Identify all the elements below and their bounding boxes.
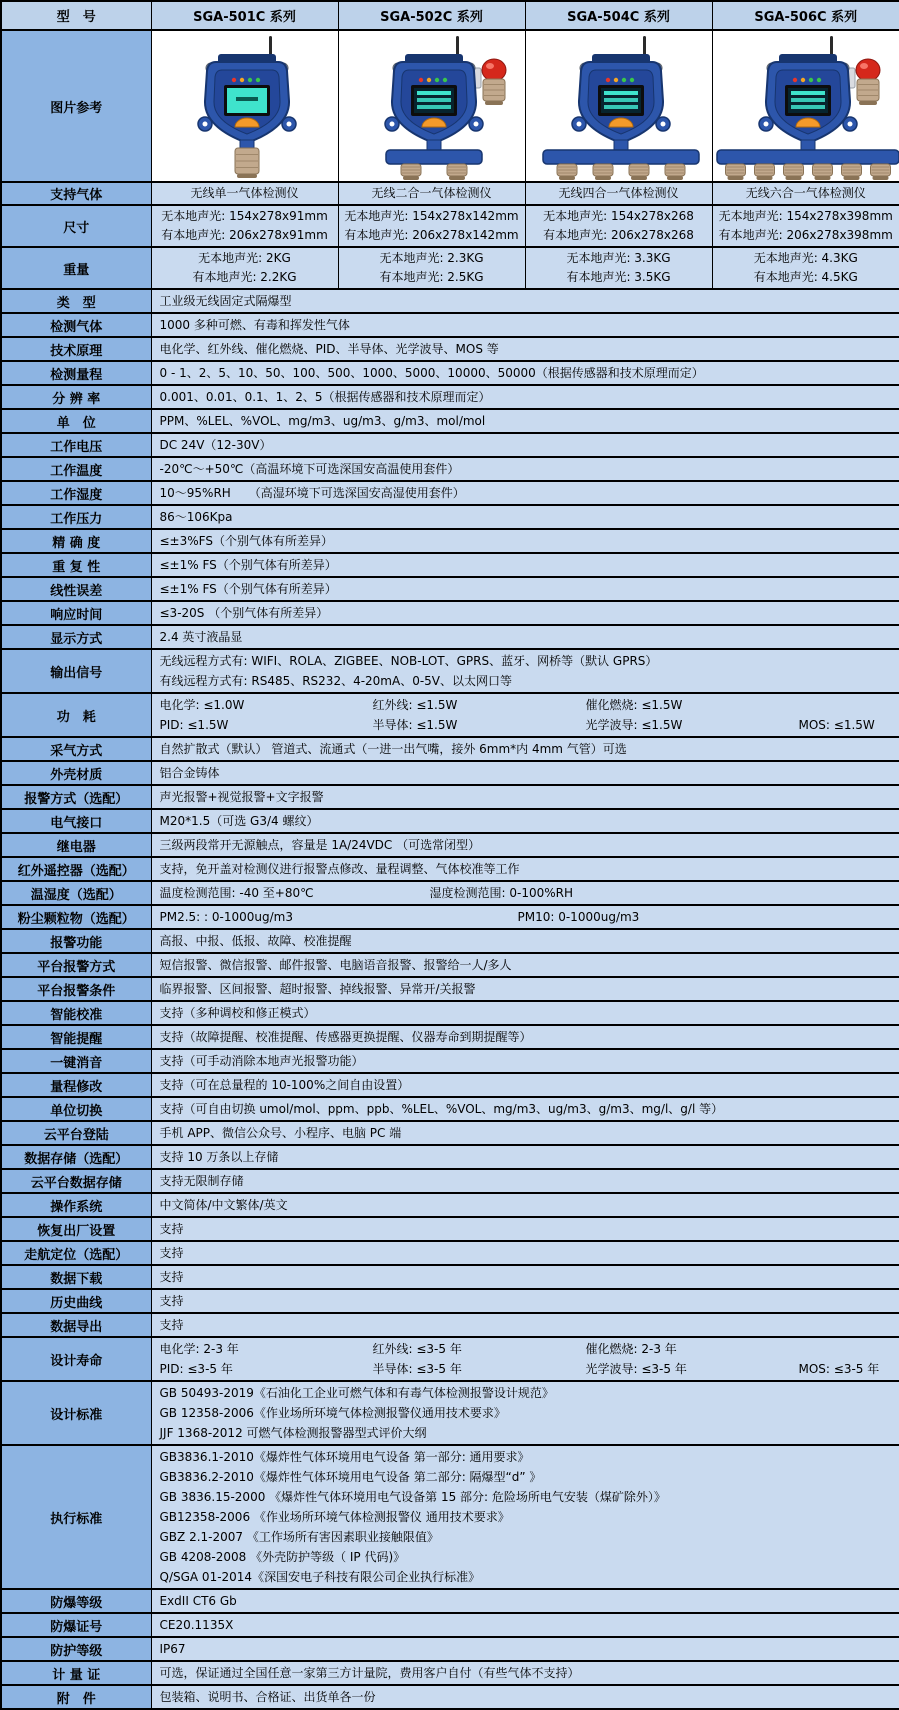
model-name-0: SGA-501C 系列 — [151, 1, 338, 30]
table-row — [1, 1145, 899, 1169]
image-row — [1, 30, 899, 182]
row-label: 附 件 — [1, 1685, 151, 1709]
model-name-3: SGA-506C 系列 — [712, 1, 899, 30]
spec-value-cell — [151, 481, 899, 505]
spec-line: 三级两段常开无源触点，容量是 1A/24VDC （可选常闭型） — [160, 835, 892, 855]
spec-line: 无本地声光: 154x278x268 — [528, 207, 710, 226]
spec-value-cell — [151, 1661, 899, 1685]
table-row — [1, 809, 899, 833]
spec-value-cell — [151, 385, 899, 409]
table-row — [1, 433, 899, 457]
row-label: 智能校准 — [1, 1001, 151, 1025]
spec-line: GB 4208-2008 《外壳防护等级（ IP 代码)》 — [160, 1547, 892, 1567]
spec-line: 无本地声光: 154x278x142mm — [341, 207, 523, 226]
row-label: 工作电压 — [1, 433, 151, 457]
spec-line: 有本地声光: 2.5KG — [341, 268, 523, 287]
row-label: 重量 — [1, 247, 151, 289]
row-label: 平台报警方式 — [1, 953, 151, 977]
spec-line: 无本地声光: 154x278x398mm — [715, 207, 898, 226]
spec-value-cell — [151, 737, 899, 761]
spec-value-cell — [151, 1685, 899, 1709]
spec-line: 有本地声光: 206x278x398mm — [715, 226, 898, 245]
spec-segment: MOS: ≤3-5 年 — [799, 1359, 880, 1379]
spec-line: GB 12358-2006《作业场所环境气体检测报警仪通用技术要求》 — [160, 1403, 892, 1423]
spec-line: ≤±1% FS（个别气体有所差异） — [160, 579, 892, 599]
spec-value-cell — [151, 1445, 899, 1589]
row-label: 显示方式 — [1, 625, 151, 649]
table-row — [1, 905, 899, 929]
row-label: 平台报警条件 — [1, 977, 151, 1001]
spec-line — [160, 1359, 892, 1379]
spec-value-cell — [151, 361, 899, 385]
table-row — [1, 1025, 899, 1049]
table-row — [1, 337, 899, 361]
spec-value-cell — [151, 833, 899, 857]
spec-value-cell — [151, 1613, 899, 1637]
table-row — [1, 1313, 899, 1337]
row-label: 精 确 度 — [1, 529, 151, 553]
spec-value-cell — [151, 313, 899, 337]
spec-value-cell — [151, 761, 899, 785]
row-label: 功 耗 — [1, 693, 151, 737]
table-row — [1, 1241, 899, 1265]
spec-value-cell — [151, 1049, 899, 1073]
spec-value-cell — [151, 1217, 899, 1241]
table-row — [1, 313, 899, 337]
spec-line: GBZ 2.1-2007 《工作场所有害因素职业接触限值》 — [160, 1527, 892, 1547]
spec-line: 无线四合一气体检测仪 — [528, 184, 710, 203]
table-row — [1, 785, 899, 809]
table-row — [1, 182, 899, 205]
spec-line: CE20.1135X — [160, 1615, 892, 1635]
spec-value-cell — [151, 529, 899, 553]
model-header-row — [1, 1, 899, 30]
row-label: 设计标准 — [1, 1381, 151, 1445]
spec-segment: PM10: 0-1000ug/m3 — [518, 907, 640, 927]
device-image-cell — [151, 30, 338, 182]
row-label: 防爆证号 — [1, 1613, 151, 1637]
table-row — [1, 1613, 899, 1637]
table-row — [1, 833, 899, 857]
table-row — [1, 953, 899, 977]
table-row — [1, 1289, 899, 1313]
spec-segment: 催化燃烧: ≤1.5W — [586, 695, 683, 715]
spec-segment: 半导体: ≤3-5 年 — [373, 1359, 586, 1379]
device-image-cell — [712, 30, 899, 182]
table-row — [1, 529, 899, 553]
spec-segment: PID: ≤3-5 年 — [160, 1359, 373, 1379]
spec-line: GB 3836.15-2000 《爆炸性气体环境用电气设备第 15 部分: 危险场所电气安装（煤矿除外）》 — [160, 1487, 892, 1507]
row-label: 温湿度（选配） — [1, 881, 151, 905]
spec-line: GB3836.1-2010《爆炸性气体环境用电气设备 第一部分: 通用要求》 — [160, 1447, 892, 1467]
spec-line: 短信报警、微信报警、邮件报警、电脑语音报警、报警给一人/多人 — [160, 955, 892, 975]
spec-segment: 电化学: ≤1.0W — [160, 695, 373, 715]
spec-line: 电化学、红外线、催化燃烧、PID、半导体、光学波导、MOS 等 — [160, 339, 892, 359]
spec-line: 10～95%RH （高湿环境下可选深国安高湿使用套件） — [160, 483, 892, 503]
spec-line: 无线远程方式有: WIFI、ROLA、ZIGBEE、NOB-LOT、GPRS、蓝牙、网桥等（默认 GPRS） — [160, 651, 892, 671]
spec-value-cell — [151, 1289, 899, 1313]
table-row — [1, 205, 899, 247]
table-row — [1, 481, 899, 505]
spec-segment: 半导体: ≤1.5W — [373, 715, 586, 735]
spec-line: IP67 — [160, 1639, 892, 1659]
table-row — [1, 881, 899, 905]
spec-line: 声光报警+视觉报警+文字报警 — [160, 787, 892, 807]
spec-segment: 催化燃烧: 2-3 年 — [586, 1339, 677, 1359]
spec-line: 无本地声光: 2.3KG — [341, 249, 523, 268]
row-label: 数据下载 — [1, 1265, 151, 1289]
table-row — [1, 649, 899, 693]
model-spec-cell — [712, 205, 899, 247]
spec-line: 86～106Kpa — [160, 507, 892, 527]
table-row — [1, 693, 899, 737]
spec-line: 0.001、0.01、0.1、1、2、5（根据传感器和技术原理而定） — [160, 387, 892, 407]
spec-value-cell — [151, 929, 899, 953]
table-row — [1, 289, 899, 313]
table-row — [1, 1589, 899, 1613]
spec-line: Q/SGA 01-2014《深国安电子科技有限公司企业执行标准》 — [160, 1567, 892, 1587]
spec-value-cell — [151, 857, 899, 881]
spec-line: 支持 — [160, 1243, 892, 1263]
table-row — [1, 1217, 899, 1241]
row-label: 类 型 — [1, 289, 151, 313]
spec-line: 支持 — [160, 1219, 892, 1239]
spec-line: 2.4 英寸液晶显 — [160, 627, 892, 647]
row-label: 智能提醒 — [1, 1025, 151, 1049]
row-label: 重 复 性 — [1, 553, 151, 577]
table-row — [1, 1121, 899, 1145]
table-row — [1, 857, 899, 881]
spec-segment: 电化学: 2-3 年 — [160, 1339, 373, 1359]
spec-line: M20*1.5（可选 G3/4 螺纹） — [160, 811, 892, 831]
spec-value-cell — [151, 1589, 899, 1613]
spec-value-cell — [151, 1121, 899, 1145]
spec-line: 有本地声光: 206x278x91mm — [154, 226, 336, 245]
table-row — [1, 601, 899, 625]
row-label: 一键消音 — [1, 1049, 151, 1073]
spec-value-cell — [151, 1145, 899, 1169]
spec-line: 有线远程方式有: RS485、RS232、4-20mA、0-5V、以太网口等 — [160, 671, 892, 691]
table-row — [1, 1381, 899, 1445]
spec-segment: 光学波导: ≤1.5W — [586, 715, 799, 735]
spec-value-cell — [151, 553, 899, 577]
spec-line — [160, 695, 892, 715]
table-row — [1, 929, 899, 953]
row-label: 输出信号 — [1, 649, 151, 693]
model-spec-cell — [338, 205, 525, 247]
spec-line: 高报、中报、低报、故障、校准提醒 — [160, 931, 892, 951]
spec-value-cell — [151, 409, 899, 433]
spec-line: 有本地声光: 206x278x268 — [528, 226, 710, 245]
model-spec-cell — [151, 205, 338, 247]
sga-504c-device — [526, 32, 713, 180]
model-name-1: SGA-502C 系列 — [338, 1, 525, 30]
row-label: 工作压力 — [1, 505, 151, 529]
spec-segment: 红外线: ≤3-5 年 — [373, 1339, 586, 1359]
model-spec-cell — [525, 247, 712, 289]
spec-line: 可选，保证通过全国任意一家第三方计量院，费用客户自付（有些气体不支持） — [160, 1663, 892, 1683]
table-row — [1, 361, 899, 385]
spec-line: 支持（故障提醒、校准提醒、传感器更换提醒、仪器寿命到期提醒等） — [160, 1027, 892, 1047]
device-image-cell — [525, 30, 712, 182]
spec-value-cell — [151, 577, 899, 601]
row-label: 红外遥控器（选配） — [1, 857, 151, 881]
spec-segment: PM2.5: : 0-1000ug/m3 — [160, 907, 518, 927]
spec-value-cell — [151, 1001, 899, 1025]
spec-line: GB12358-2006 《作业场所环境气体检测报警仪 通用技术要求》 — [160, 1507, 892, 1527]
spec-line — [160, 715, 892, 735]
spec-line — [160, 883, 892, 903]
spec-line: 工业级无线固定式隔爆型 — [160, 291, 892, 311]
table-row — [1, 1265, 899, 1289]
table-row — [1, 457, 899, 481]
spec-line: 有本地声光: 2.2KG — [154, 268, 336, 287]
spec-value-cell — [151, 337, 899, 361]
sga-501c-device — [152, 32, 339, 180]
spec-value-cell — [151, 505, 899, 529]
spec-line: 支持 — [160, 1315, 892, 1335]
spec-segment: MOS: ≤1.5W — [799, 715, 875, 735]
spec-line: 支持（多种调校和修正模式） — [160, 1003, 892, 1023]
model-spec-cell — [338, 182, 525, 205]
spec-line: 支持 — [160, 1267, 892, 1287]
row-label: 外壳材质 — [1, 761, 151, 785]
sga-506c-device — [713, 32, 899, 180]
spec-line: JJF 1368-2012 可燃气体检测报警器型式评价大纲 — [160, 1423, 892, 1443]
row-label: 走航定位（选配） — [1, 1241, 151, 1265]
table-row — [1, 625, 899, 649]
spec-value-cell — [151, 457, 899, 481]
table-row — [1, 1337, 899, 1381]
spec-line: 支持，免开盖对检测仪进行报警点修改、量程调整、气体校准等工作 — [160, 859, 892, 879]
spec-line: 无本地声光: 154x278x91mm — [154, 207, 336, 226]
spec-line: 有本地声光: 206x278x142mm — [341, 226, 523, 245]
spec-value-cell — [151, 1313, 899, 1337]
row-label: 云平台登陆 — [1, 1121, 151, 1145]
spec-value-cell — [151, 1265, 899, 1289]
spec-segment: PID: ≤1.5W — [160, 715, 373, 735]
spec-value-cell — [151, 1381, 899, 1445]
spec-line: 无本地声光: 4.3KG — [715, 249, 898, 268]
spec-value-cell — [151, 693, 899, 737]
row-label: 单 位 — [1, 409, 151, 433]
spec-line: 无线六合一气体检测仪 — [715, 184, 898, 203]
spec-value-cell — [151, 809, 899, 833]
row-label: 计 量 证 — [1, 1661, 151, 1685]
spec-line: 中文简体/中文繁体/英文 — [160, 1195, 892, 1215]
table-row — [1, 1637, 899, 1661]
row-label: 尺寸 — [1, 205, 151, 247]
spec-line: 无本地声光: 2KG — [154, 249, 336, 268]
table-row — [1, 505, 899, 529]
spec-line: -20℃～+50℃（高温环境下可选深国安高温使用套件） — [160, 459, 892, 479]
row-label: 单位切换 — [1, 1097, 151, 1121]
table-row — [1, 247, 899, 289]
spec-value-cell — [151, 601, 899, 625]
table-row — [1, 577, 899, 601]
row-label: 云平台数据存储 — [1, 1169, 151, 1193]
row-label: 分 辨 率 — [1, 385, 151, 409]
spec-line: 自然扩散式（默认） 管道式、流通式（一进一出气嘴，接外 6mm*内 4mm 气管）可选 — [160, 739, 892, 759]
spec-line: ≤±1% FS（个别气体有所差异） — [160, 555, 892, 575]
table-row — [1, 1169, 899, 1193]
spec-value-cell — [151, 1073, 899, 1097]
row-label: 技术原理 — [1, 337, 151, 361]
spec-segment: 温度检测范围: -40 至+80℃ — [160, 883, 430, 903]
table-row — [1, 737, 899, 761]
spec-value-cell — [151, 625, 899, 649]
spec-value-cell — [151, 1193, 899, 1217]
row-label: 历史曲线 — [1, 1289, 151, 1313]
row-label: 防护等级 — [1, 1637, 151, 1661]
row-label: 工作温度 — [1, 457, 151, 481]
table-row — [1, 409, 899, 433]
row-label: 设计寿命 — [1, 1337, 151, 1381]
spec-line: 支持 — [160, 1291, 892, 1311]
row-label: 数据存储（选配） — [1, 1145, 151, 1169]
spec-line: 支持（可手动消除本地声光报警功能） — [160, 1051, 892, 1071]
row-label: 量程修改 — [1, 1073, 151, 1097]
spec-line: 支持（可在总量程的 10-100%之间自由设置） — [160, 1075, 892, 1095]
spec-value-cell — [151, 977, 899, 1001]
spec-segment: 光学波导: ≤3-5 年 — [586, 1359, 799, 1379]
spec-line: ≤3-20S （个别气体有所差异） — [160, 603, 892, 623]
spec-value-cell — [151, 905, 899, 929]
spec-line: DC 24V（12-30V） — [160, 435, 892, 455]
model-name-2: SGA-504C 系列 — [525, 1, 712, 30]
spec-line: 0 - 1、2、5、10、50、100、500、1000、5000、10000、50000（根据传感器和技术原理而定） — [160, 363, 892, 383]
model-spec-cell — [151, 247, 338, 289]
row-label: 粉尘颗粒物（选配） — [1, 905, 151, 929]
table-row — [1, 1445, 899, 1589]
spec-line — [160, 1339, 892, 1359]
spec-line: 无线单一气体检测仪 — [154, 184, 336, 203]
spec-value-cell — [151, 1025, 899, 1049]
spec-segment: 红外线: ≤1.5W — [373, 695, 586, 715]
model-header-label: 型 号 — [1, 1, 151, 30]
table-row — [1, 1193, 899, 1217]
row-label: 报警方式（选配） — [1, 785, 151, 809]
row-label: 继电器 — [1, 833, 151, 857]
spec-value-cell — [151, 649, 899, 693]
spec-line: 有本地声光: 3.5KG — [528, 268, 710, 287]
spec-value-cell — [151, 1637, 899, 1661]
table-row — [1, 1001, 899, 1025]
table-row — [1, 1685, 899, 1709]
table-row — [1, 553, 899, 577]
spec-value-cell — [151, 785, 899, 809]
table-row — [1, 1661, 899, 1685]
spec-line — [160, 907, 892, 927]
spec-line: 铝合金铸体 — [160, 763, 892, 783]
spec-line: 支持（可自由切换 umol/mol、ppm、ppb、%LEL、%VOL、mg/m3、ug/m3、g/m3、mg/l、g/l 等） — [160, 1099, 892, 1119]
spec-line: 包装箱、说明书、合格证、出货单各一份 — [160, 1687, 892, 1707]
spec-segment: 湿度检测范围: 0-100%RH — [430, 883, 574, 903]
row-label: 检测量程 — [1, 361, 151, 385]
spec-line: PPM、%LEL、%VOL、mg/m3、ug/m3、g/m3、mol/mol — [160, 411, 892, 431]
table-row — [1, 385, 899, 409]
spec-value-cell — [151, 289, 899, 313]
model-spec-cell — [338, 247, 525, 289]
spec-line: 无本地声光: 3.3KG — [528, 249, 710, 268]
table-row — [1, 1073, 899, 1097]
table-row — [1, 761, 899, 785]
model-spec-cell — [525, 182, 712, 205]
row-label: 工作湿度 — [1, 481, 151, 505]
spec-value-cell — [151, 953, 899, 977]
table-row — [1, 1097, 899, 1121]
row-label: 响应时间 — [1, 601, 151, 625]
spec-line: 有本地声光: 4.5KG — [715, 268, 898, 287]
row-label: 检测气体 — [1, 313, 151, 337]
row-label: 防爆等级 — [1, 1589, 151, 1613]
row-label: 采气方式 — [1, 737, 151, 761]
spec-line: 1000 多种可燃、有毒和挥发性气体 — [160, 315, 892, 335]
row-label: 操作系统 — [1, 1193, 151, 1217]
row-label: 数据导出 — [1, 1313, 151, 1337]
spec-value-cell — [151, 1097, 899, 1121]
spec-value-cell — [151, 1169, 899, 1193]
model-spec-cell — [712, 247, 899, 289]
model-spec-cell — [151, 182, 338, 205]
spec-value-cell — [151, 1241, 899, 1265]
spec-line: ExdII CT6 Gb — [160, 1591, 892, 1611]
spec-value-cell — [151, 1337, 899, 1381]
image-row-label: 图片参考 — [1, 30, 151, 182]
spec-line: 临界报警、区间报警、超时报警、掉线报警、异常开/关报警 — [160, 979, 892, 999]
row-label: 支持气体 — [1, 182, 151, 205]
spec-line: ≤±3%FS（个别气体有所差异） — [160, 531, 892, 551]
row-label: 恢复出厂设置 — [1, 1217, 151, 1241]
spec-value-cell — [151, 881, 899, 905]
spec-line: GB 50493-2019《石油化工企业可燃气体和有毒气体检测报警设计规范》 — [160, 1383, 892, 1403]
spec-line: 手机 APP、微信公众号、小程序、电脑 PC 端 — [160, 1123, 892, 1143]
row-label: 电气接口 — [1, 809, 151, 833]
row-label: 执行标准 — [1, 1445, 151, 1589]
spec-line: 支持无限制存储 — [160, 1171, 892, 1191]
model-spec-cell — [712, 182, 899, 205]
table-row — [1, 977, 899, 1001]
spec-value-cell — [151, 433, 899, 457]
model-spec-cell — [525, 205, 712, 247]
spec-line: 无线二合一气体检测仪 — [341, 184, 523, 203]
row-label: 报警功能 — [1, 929, 151, 953]
spec-line: GB3836.2-2010《爆炸性气体环境用电气设备 第二部分: 隔爆型“d” 》 — [160, 1467, 892, 1487]
sga-502c-device — [339, 32, 526, 180]
row-label: 线性误差 — [1, 577, 151, 601]
table-row — [1, 1049, 899, 1073]
device-image-cell — [338, 30, 525, 182]
spec-line: 支持 10 万条以上存储 — [160, 1147, 892, 1167]
